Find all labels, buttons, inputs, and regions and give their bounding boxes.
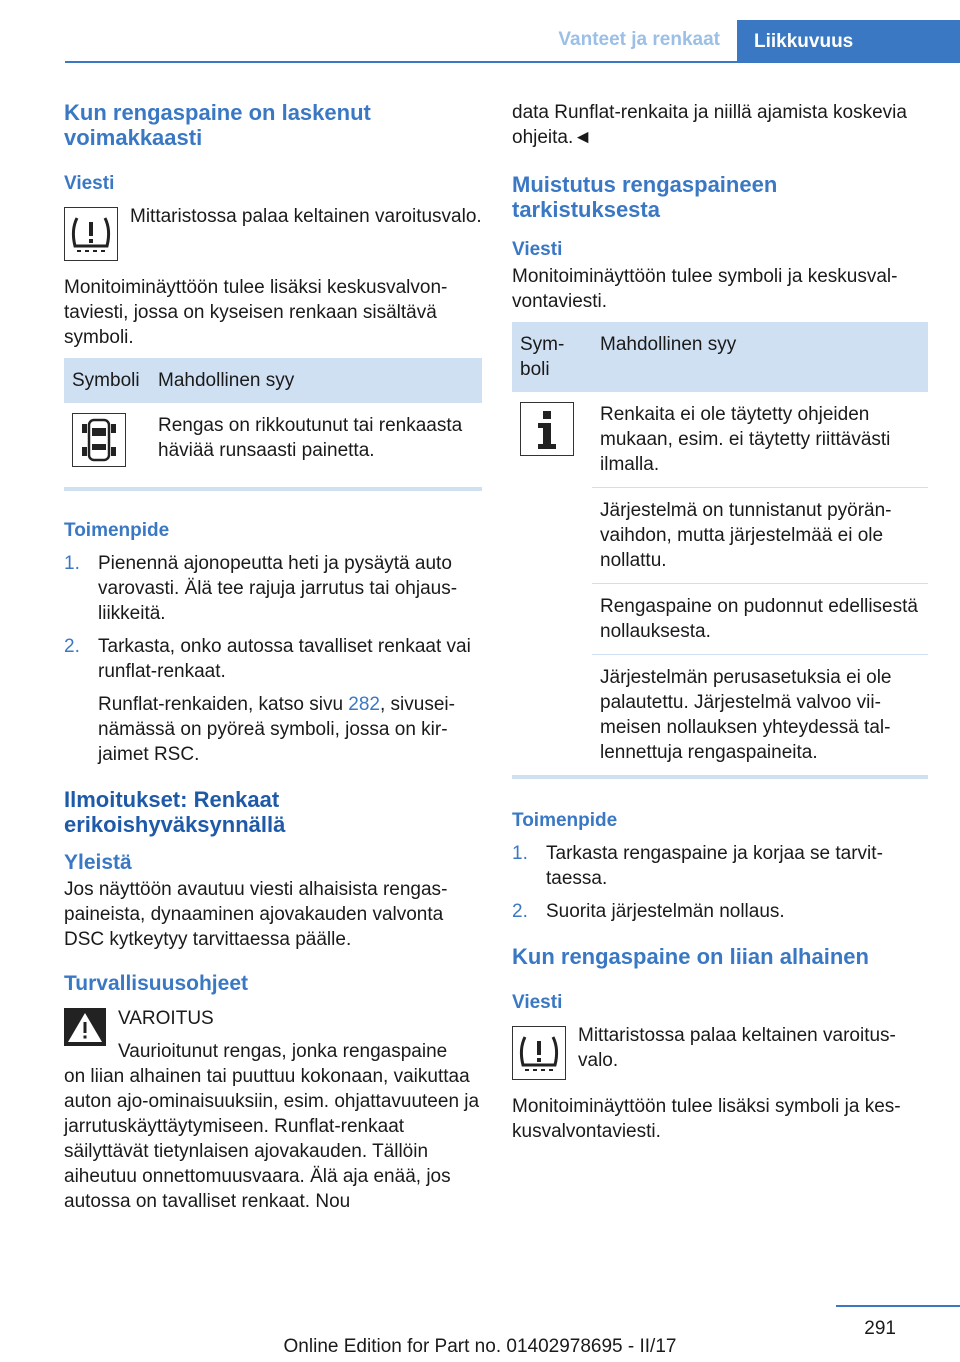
paragraph-check-control: Monitoiminäyttöön tulee lisäksi keskusvalvontaviesti, jossa on kyseisen renkaan sisältävä symboli.: [64, 277, 448, 348]
paragraph-check-control: Monitoiminäyttöön tulee lisäksi symboli ja keskusvalvontaviesti.: [512, 1096, 901, 1142]
table-header-symbol: Symboli: [64, 358, 150, 403]
header-chapter-tab: Liikkuvuus: [737, 20, 960, 61]
paragraph-general: Jos näyttöön avautuu viesti alhaisista rengaspaineista, dynaaminen ajovakauden valvonta DSC kytkeytyy tarvittaessa päälle.: [64, 879, 448, 950]
warning-light-row: [512, 1023, 928, 1080]
heading-pressure-drop: Kun rengaspaine on laskenut voimakkaasti: [64, 100, 371, 150]
warning-block: [64, 1006, 482, 1064]
paragraph-continued: data Runflat-renkaita ja niillä ajamista koskevia ohjeita.◄: [512, 102, 907, 148]
warning-triangle-icon: [64, 1008, 106, 1046]
warning-light-text: Mittaristossa palaa keltainen varoitusvalo.: [130, 206, 482, 227]
page-number: 291: [864, 1318, 896, 1339]
paragraph-symbol-message: Monitoiminäyttöön tulee symboli ja keskusvalvontaviesti.: [512, 266, 898, 312]
subheading-action: Toimenpide: [512, 810, 618, 831]
warning-light-row: [64, 204, 482, 261]
action-steps: [64, 551, 482, 767]
right-column: [512, 100, 928, 1152]
header-rule: [65, 61, 960, 63]
warning-light-text: Mittaristossa palaa keltainen varoitusvalo.: [578, 1025, 896, 1071]
table-bottom-rule: [64, 487, 482, 491]
table-cause-cell: Järjestelmä on tunnistanut pyöränvaihdon, mutta järjestelmää ei ole nollattu.: [592, 488, 928, 584]
table-header-symbol: Symboli: [512, 322, 592, 392]
header-section-title: Vanteet ja renkaat: [558, 29, 720, 50]
table-bottom-rule: [512, 775, 928, 779]
table-symbol-cell: [512, 392, 592, 775]
warning-text: on liian alhainen tai puuttuu kokonaan, vaikuttaa auton ajo-ominaisuuksiin, esim. ohjattavuuteen ja jarrutuskäyttäytymiseen. Runflat-renkaat säilyttävät tietynlaisen ajovakauden. Tällöin aiheutuu onnettomuusvaara. Älä aja enää, jos autossa on tavalliset renkaat. Nou: [64, 1066, 480, 1212]
page-link[interactable]: 282: [348, 694, 380, 715]
table-header-cause: Mahdollinen syy: [150, 358, 482, 403]
left-column: [64, 100, 482, 1222]
action-steps: [512, 841, 928, 924]
car-tire-damage-icon: [72, 413, 126, 467]
list-item: 1. Pienennä ajonopeutta heti ja pysäytä auto varovasti. Älä tee rajuja jarrutus tai ohjausliikkeitä.: [64, 553, 458, 624]
heading-special-approval: Ilmoitukset: Renkaat erikoishyväksynnällä: [64, 787, 286, 837]
reminder-table: [512, 322, 928, 775]
subheading-safety: Turvallisuusohjeet: [64, 972, 248, 995]
list-item: 2. Suorita järjestelmän nollaus.: [512, 901, 785, 922]
warning-text-first-line: Vaurioitunut rengas, jonka rengaspaine: [118, 1041, 448, 1062]
warning-title: VAROITUS: [118, 1008, 214, 1029]
step-note: Runflat-renkaiden, katso sivu 282, sivuseinämässä on pyöreä symboli, jossa on kirjaimet RSC.: [98, 694, 455, 765]
table-row: [512, 392, 928, 488]
table-header-cause: Mahdollinen syy: [592, 322, 928, 392]
tire-pressure-warning-icon: [64, 207, 118, 261]
heading-pressure-too-low: Kun rengaspaine on liian alhainen: [512, 944, 869, 969]
footer-rule: [836, 1305, 960, 1307]
subheading-message: Viesti: [512, 239, 563, 260]
table-cause-cell: Rengas on rikkoutunut tai renkaasta häviää runsaasti painetta.: [158, 415, 463, 461]
table-cause-cell: Renkaita ei ole täytetty ohjeiden mukaan, esim. ei täytetty riittävästi ilmalla.: [592, 392, 928, 488]
list-item: 2. Tarkasta, onko autossa tavalliset renkaat vai runflat-renkaat. Runflat-renkaiden, katso sivu 282, sivuseinämässä on pyöreä symboli, jossa on kirjaimet RSC.: [64, 634, 482, 767]
subheading-message: Viesti: [64, 173, 115, 194]
edition-footer: Online Edition for Part no. 01402978695 - II/17: [283, 1336, 677, 1357]
subheading-general: Yleistä: [64, 851, 132, 874]
symbol-table: [64, 358, 482, 477]
table-symbol-cell: [64, 403, 150, 477]
table-cause-cell: Rengaspaine on pudonnut edellisestä nollauksesta.: [592, 584, 928, 655]
list-item: 1. Tarkasta rengaspaine ja korjaa se tarvittaessa.: [512, 843, 883, 889]
subheading-message: Viesti: [512, 992, 563, 1013]
table-row: [64, 403, 482, 477]
table-cause-cell: Järjestelmän perusasetuksia ei ole palautettu. Järjestelmä valvoo viimeisen nollauksen yhteydessä tallennettuja rengaspaineita.: [600, 667, 892, 763]
subheading-action: Toimenpide: [64, 520, 170, 541]
heading-pressure-reminder: Muistutus rengaspaineen tarkistuksesta: [512, 172, 778, 222]
info-icon: [520, 402, 574, 456]
tire-pressure-warning-icon: [512, 1026, 566, 1080]
